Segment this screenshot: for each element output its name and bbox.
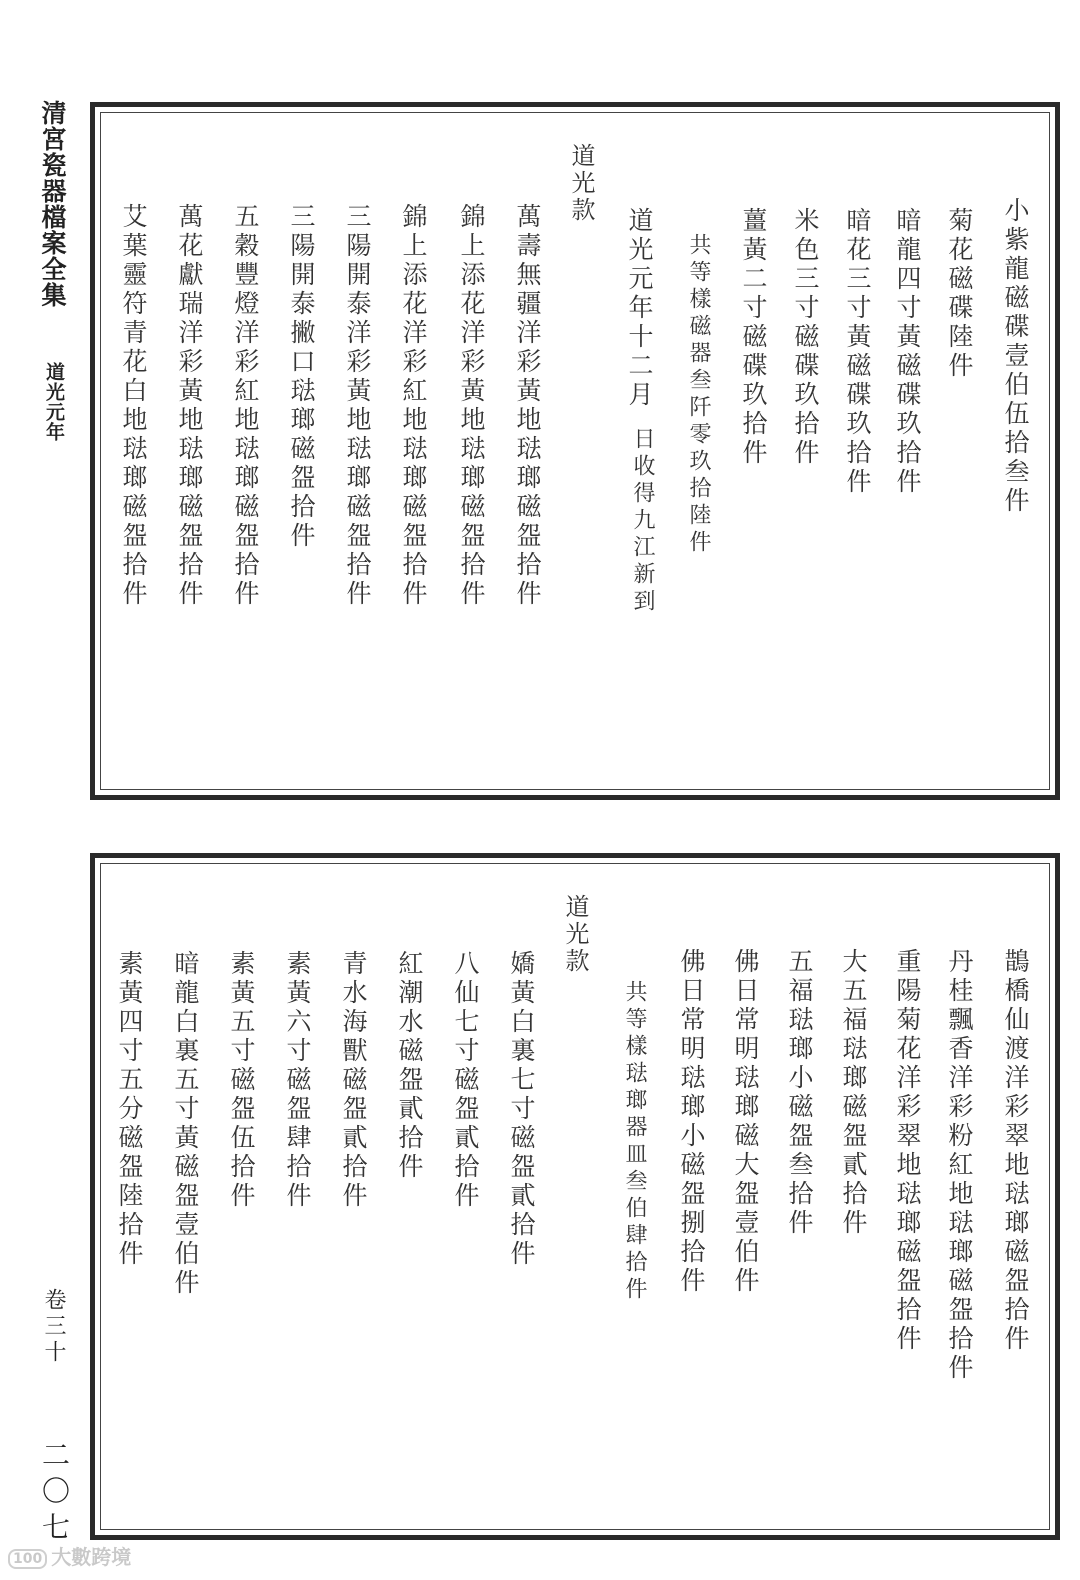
text-column: 鵲橋仙渡洋彩翠地琺瑯磁盌拾件 [1001, 948, 1030, 1354]
text-column: 嬌黃白裏七寸磁盌貳拾件 [507, 950, 536, 1269]
text-column: 大五福琺瑯磁盌貳拾件 [839, 948, 868, 1238]
text-column: 菊花磁碟陸件 [945, 207, 974, 381]
text-column: 薑黃二寸磁碟玖拾件 [739, 207, 768, 468]
bottom-document-frame [90, 853, 1060, 1540]
text-column: 米色三寸磁碟玖拾件 [791, 207, 820, 468]
text-column: 素黃六寸磁盌肆拾件 [283, 950, 312, 1211]
text-column: 五穀豐燈洋彩紅地琺瑯磁盌拾件 [231, 203, 260, 609]
book-title: 清宮瓷器檔案全集 [38, 100, 67, 308]
text-column: 素黃四寸五分磁盌陸拾件 [115, 950, 144, 1269]
date-column: 道光元年十二月 [625, 207, 654, 410]
text-column: 共等樣琺瑯器皿叁伯肆拾件 [622, 980, 647, 1304]
text-column: 萬花獻瑞洋彩黃地琺瑯磁盌拾件 [175, 203, 204, 609]
text-column: 佛日常明琺瑯磁大盌壹伯件 [731, 948, 760, 1296]
text-column: 青水海獸磁盌貳拾件 [339, 950, 368, 1211]
text-column: 艾葉靈符青花白地琺瑯磁盌拾件 [119, 203, 148, 609]
text-column: 錦上添花洋彩紅地琺瑯磁盌拾件 [399, 203, 428, 609]
text-column: 萬壽無疆洋彩黃地琺瑯磁盌拾件 [513, 203, 542, 609]
text-column: 三陽開泰洋彩黃地琺瑯磁盌拾件 [343, 203, 372, 609]
text-column: 五福琺瑯小磁盌叁拾件 [785, 948, 814, 1238]
text-column: 暗龍白裏五寸黃磁盌壹伯件 [171, 950, 200, 1298]
text-column: 小紫龍磁碟壹伯伍拾叁件 [1001, 197, 1030, 516]
text-column: 錦上添花洋彩黃地琺瑯磁盌拾件 [457, 203, 486, 609]
text-column: 佛日常明琺瑯小磁盌捌拾件 [677, 948, 706, 1296]
text-column: 八仙七寸磁盌貳拾件 [451, 950, 480, 1211]
section-label: 道光款 [561, 894, 589, 975]
top-document-frame [90, 102, 1060, 800]
reign-year-label: 道光元年 [43, 362, 65, 442]
text-column: 暗龍四寸黃磁碟玖拾件 [893, 207, 922, 497]
text-column: 丹桂飄香洋彩粉紅地琺瑯磁盌拾件 [945, 948, 974, 1383]
text-column: 素黃五寸磁盌伍拾件 [227, 950, 256, 1211]
date-column-continued: 日收得九江新到 [630, 427, 655, 616]
watermark-logo-icon: 100 [8, 1549, 47, 1569]
watermark [8, 1541, 131, 1570]
text-column: 紅潮水磁盌貳拾件 [395, 950, 424, 1182]
text-column: 三陽開泰撇口琺瑯磁盌拾件 [287, 203, 316, 551]
text-column: 重陽菊花洋彩翠地琺瑯磁盌拾件 [893, 948, 922, 1354]
text-column: 共等樣磁器叁阡零玖拾陸件 [686, 233, 711, 557]
text-column: 暗花三寸黃磁碟玖拾件 [843, 207, 872, 497]
watermark-text: 大數跨境 [51, 1545, 132, 1569]
section-label: 道光款 [567, 143, 595, 224]
page-number: 二〇七 [38, 1440, 71, 1548]
volume-label: 卷三十 [41, 1288, 66, 1366]
